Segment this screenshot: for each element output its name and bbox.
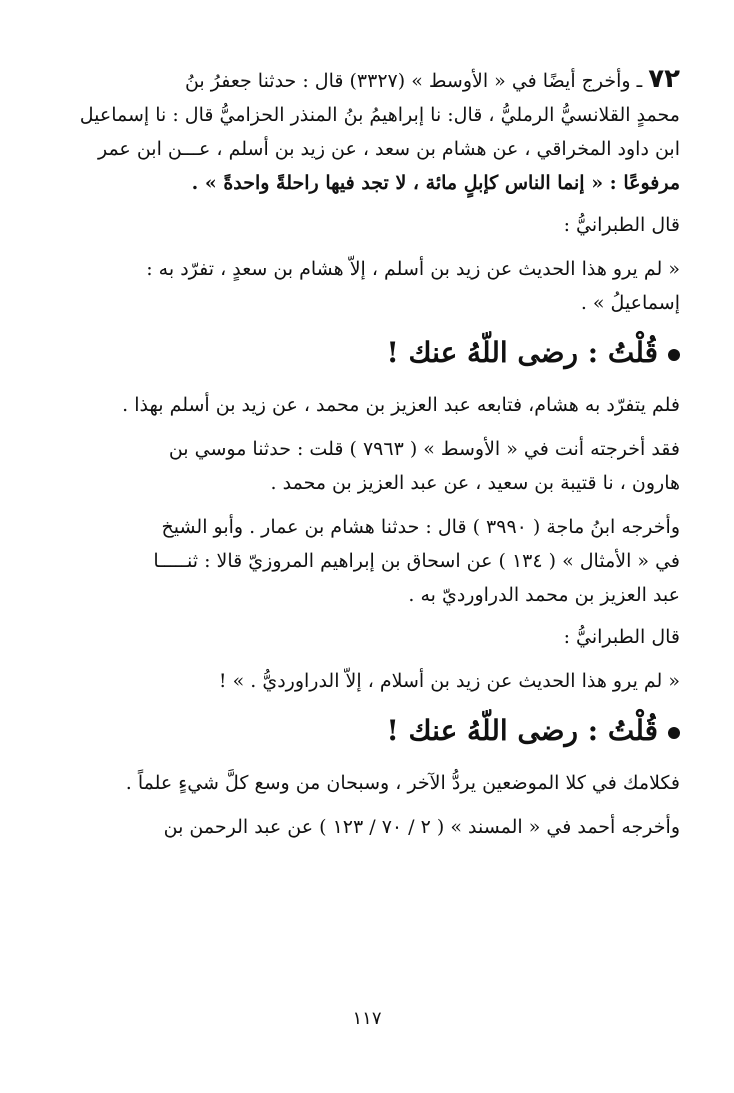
paragraph-3-line-2: في « الأمثال » ( ١٣٤ ) عن اسحاق بن إبراهيم المروزيّ قالا : ثنـــــا: [153, 550, 680, 572]
hadith-entry: [60, 62, 680, 200]
tabarani-quote-1-line-1: « لم يرو هذا الحديث عن زيد بن أسلم ، إلاّ هشام بن سعدٍ ، تفرّد به :: [146, 258, 680, 280]
paragraph-5-line: وأخرجه أحمد في « المسند » ( ٢ / ٧٠ / ١٢٣ ) عن عبد الرحمن بن: [163, 816, 680, 838]
page-number: ١١٧: [352, 1008, 382, 1029]
entry-line-3: ابن داود المخراقي ، عن هشام بن سعد ، عن زيد بن أسلم ، عـــن ابن عمر: [97, 138, 680, 160]
entry-text-1: ـ وأخرج أيضًا في « الأوسط » (٣٣٢٧) قال : حدثنا جعفرُ بنُ: [184, 70, 643, 92]
paragraph-2: [60, 432, 680, 500]
paragraph-1-line: فلم يتفرّد به هشام، فتابعه عبد العزيز بن محمد ، عن زيد بن أسلم بهذا .: [122, 394, 680, 416]
entry-line-1: [60, 62, 680, 98]
tabarani-quote-2: [60, 620, 680, 698]
page-body: [60, 62, 680, 852]
bullet-icon: [668, 727, 680, 739]
entry-line-2: محمدٍ القلانسيُّ الرمليُّ ، قال: نا إبراهيمُ بنُ المنذر الحزاميُّ قال : نا إسماعيل: [79, 104, 680, 126]
paragraph-4: [60, 766, 680, 800]
tabarani-quote-2-line: « لم يرو هذا الحديث عن زيد بن أسلام ، إلاّ الدراورديُّ . » !: [218, 670, 680, 692]
paragraph-3-line-3: عبد العزيز بن محمد الدراورديّ به .: [408, 584, 680, 606]
paragraph-1: [60, 388, 680, 422]
entry-number: ٧٢: [648, 64, 680, 94]
heading-1-text: قُلْتُ : رضى اللّهُ عنك !: [386, 336, 658, 369]
bullet-icon: [668, 349, 680, 361]
tabarani-label-2: قال الطبرانيُّ :: [563, 626, 680, 648]
paragraph-2-line-2: هارون ، نا قتيبة بن سعيد ، عن عبد العزيز بن محمد .: [270, 472, 680, 494]
paragraph-3: [60, 510, 680, 612]
heading-2-text: قُلْتُ : رضى اللّهُ عنك !: [386, 714, 658, 747]
tabarani-quote-1: [60, 208, 680, 320]
section-heading-1: [60, 328, 680, 378]
paragraph-5: [60, 810, 680, 844]
paragraph-2-line-1: فقد أخرجته أنت في « الأوسط » ( ٧٩٦٣ ) قلت : حدثنا موسي بن: [168, 438, 680, 460]
tabarani-quote-1-line-2: إسماعيلُ » .: [580, 292, 680, 314]
entry-line-4: مرفوعًا : « إنما الناس كإبلٍ مائة ، لا تجد فيها راحلةً واحدةً » .: [191, 172, 680, 194]
paragraph-3-line-1: وأخرجه ابنُ ماجة ( ٣٩٩٠ ) قال : حدثنا هشام بن عمار . وأبو الشيخ: [161, 516, 680, 538]
section-heading-2: [60, 706, 680, 756]
tabarani-label-1: قال الطبرانيُّ :: [563, 214, 680, 236]
paragraph-4-line: فكلامك في كلا الموضعين يردُّ الآخر ، وسبحان من وسع كلَّ شيءٍ علماً .: [125, 772, 680, 794]
